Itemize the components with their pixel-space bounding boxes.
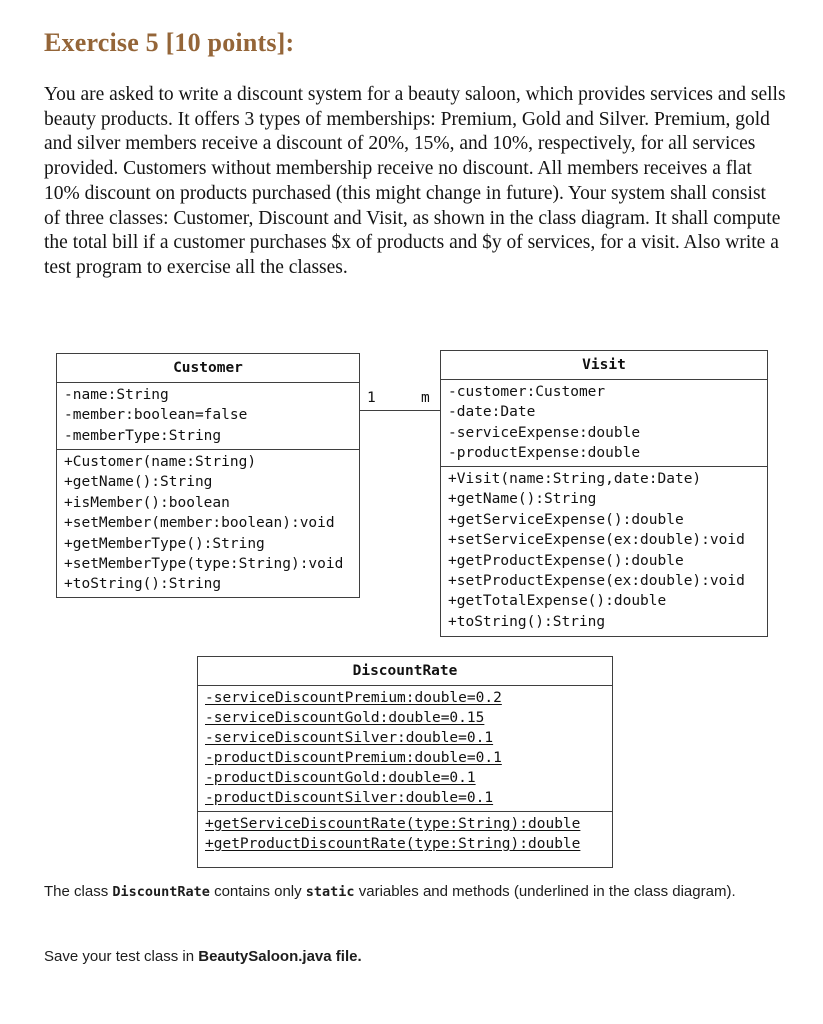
method-row: +setMemberType(type:String):void: [64, 556, 344, 573]
method-row: +setProductExpense(ex:double):void: [448, 573, 745, 590]
methods-section: [441, 467, 767, 636]
method-row: +getName():String: [64, 474, 213, 491]
attribute-row: -serviceDiscountSilver:double=0.1: [205, 730, 494, 746]
class-title: Customer: [57, 354, 359, 383]
method-row: +toString():String: [64, 576, 222, 593]
attributes-section: [441, 380, 767, 467]
attribute-row: -productDiscountGold:double=0.1: [205, 770, 476, 786]
attributes-section: [57, 383, 359, 450]
multiplicity-label-many: m: [421, 390, 430, 406]
attribute-row: -productDiscountSilver:double=0.1: [205, 790, 494, 806]
uml-class-visit: [440, 350, 768, 637]
code-static: static: [305, 884, 355, 900]
note-save-file: [44, 946, 750, 968]
note-text: variables and methods (underlined in the class diagram).: [354, 883, 736, 900]
intro-paragraph: You are asked to write a discount system for a beauty saloon, which provides services and sells beauty products. It offers 3 types of memberships: Premium, Gold and Silver. Premium, gold and silver members receive a discount of 20%, 15%, and 10%, respectively, for all services provided. Customers without membership receive no discount. All members receives a flat 10% discount on products purchased (this might change in future). Your system shall consist of three classes: Customer, Discount and Visit, as shown in the class diagram. It shall compute the total bill if a customer purchases $x of products and $y of services, for a visit. Also write a test program to exercise all the classes.: [44, 84, 786, 278]
association-line: [360, 410, 440, 411]
method-row: +getServiceExpense():double: [448, 511, 684, 528]
attribute-row: -serviceDiscountGold:double=0.15: [205, 710, 485, 726]
class-title: DiscountRate: [198, 657, 612, 686]
attribute-row: -name:String: [64, 387, 169, 403]
uml-class-discountrate: [197, 656, 613, 868]
note-text: The class: [44, 883, 113, 900]
uml-class-customer: [56, 353, 360, 598]
multiplicity-label-one: 1: [367, 390, 376, 406]
method-row: +getMemberType():String: [64, 535, 265, 552]
method-row: +toString():String: [448, 613, 606, 630]
attributes-section: [198, 686, 612, 812]
note-static-members: [44, 881, 750, 903]
method-row: +Visit(name:String,date:Date): [448, 471, 702, 487]
method-row: +setServiceExpense(ex:double):void: [448, 532, 745, 549]
attribute-row: -productExpense:double: [448, 445, 641, 462]
method-row: +Customer(name:String): [64, 454, 257, 470]
attribute-row: -serviceDiscountPremium:double=0.2: [205, 690, 502, 706]
page-title: Exercise 5 [10 points]:: [44, 28, 295, 57]
method-row: +getServiceDiscountRate(type:String):double: [205, 816, 581, 832]
attribute-row: -serviceExpense:double: [448, 424, 641, 441]
methods-section: [57, 450, 359, 597]
filename-bold: BeautySaloon.java file.: [198, 948, 362, 965]
attribute-row: -memberType:String: [64, 427, 222, 444]
attribute-row: -customer:Customer: [448, 384, 606, 400]
method-row: +getTotalExpense():double: [448, 593, 667, 610]
method-row: +isMember():boolean: [64, 494, 230, 511]
method-row: +getProductDiscountRate(type:String):double: [205, 836, 581, 852]
method-row: +setMember(member:boolean):void: [64, 515, 335, 532]
attribute-row: -productDiscountPremium:double=0.1: [205, 750, 502, 766]
class-title: Visit: [441, 351, 767, 380]
attribute-row: -member:boolean=false: [64, 407, 248, 424]
method-row: +getProductExpense():double: [448, 552, 684, 569]
code-discountrate: DiscountRate: [112, 884, 210, 900]
attribute-row: -date:Date: [448, 404, 536, 421]
note-text: Save your test class in: [44, 948, 199, 965]
methods-section: [198, 812, 612, 867]
method-row: +getName():String: [448, 491, 597, 508]
note-text: contains only: [209, 883, 306, 900]
